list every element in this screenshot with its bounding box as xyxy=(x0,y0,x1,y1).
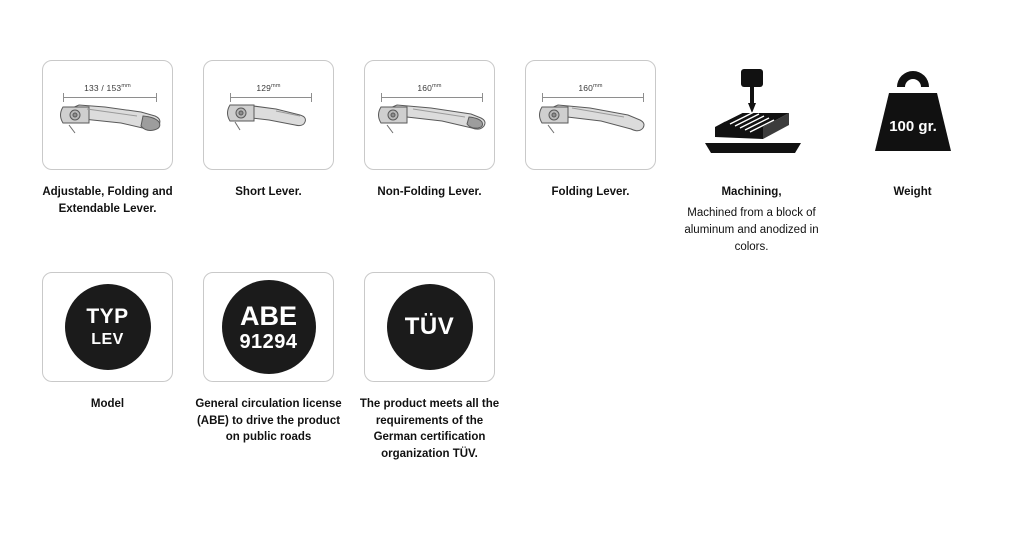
feature-card xyxy=(686,60,817,170)
feature-card xyxy=(203,60,334,170)
dimension-value: 160 xyxy=(578,83,594,93)
badge-line-2: 91294 xyxy=(239,330,298,353)
model-badge-icon xyxy=(65,284,151,370)
dimension-value: 160 xyxy=(417,83,433,93)
weight-value: 100 gr. xyxy=(888,118,937,135)
dimension-unit: mm xyxy=(432,83,442,90)
cnc-machining-icon xyxy=(697,65,807,165)
feature-non-folding-lever xyxy=(364,60,495,201)
certification-caption: The product meets all the requirements of the German certification organization TÜV. xyxy=(359,398,500,461)
feature-short-lever xyxy=(203,60,334,201)
dimension-label xyxy=(530,83,652,93)
dimension-value: 133 / 153 xyxy=(84,83,122,93)
certification-card xyxy=(364,272,495,382)
lever-drawing xyxy=(47,95,169,153)
feature-caption: Non-Folding Lever. xyxy=(377,186,482,198)
features-row xyxy=(42,60,1008,256)
feature-card xyxy=(42,60,173,170)
lever-non-folding-icon xyxy=(369,67,491,163)
dimension-label xyxy=(369,83,491,93)
weight-icon xyxy=(859,65,967,165)
feature-card xyxy=(847,60,978,170)
feature-machining xyxy=(686,60,817,256)
certification-tuv xyxy=(359,272,500,463)
feature-adjustable-folding-extendable xyxy=(42,60,173,217)
lever-drawing xyxy=(530,95,652,153)
feature-card xyxy=(364,60,495,170)
feature-caption: Weight xyxy=(893,186,932,198)
feature-caption: Folding Lever. xyxy=(551,186,630,198)
lever-drawing xyxy=(369,95,491,153)
badge-line-1: TÜV xyxy=(404,313,455,340)
lever-folding-icon xyxy=(530,67,652,163)
certification-caption: General circulation license (ABE) to drive the product on public roads xyxy=(195,398,342,444)
abe-badge-icon xyxy=(222,280,316,374)
feature-caption: Machining, xyxy=(721,186,782,198)
feature-caption: Adjustable, Folding and Extendable Lever. xyxy=(42,186,173,215)
badge-line-2: LEV xyxy=(91,331,124,348)
feature-caption: Short Lever. xyxy=(235,186,302,198)
badge-line-1: ABE xyxy=(239,300,297,331)
certifications-row xyxy=(42,272,525,463)
feature-subcaption: Machined from a block of aluminum and anodized in colors. xyxy=(684,206,819,254)
certification-card xyxy=(203,272,334,382)
feature-weight xyxy=(847,60,978,201)
dimension-label xyxy=(47,83,169,93)
certification-caption: Model xyxy=(90,398,125,410)
feature-card xyxy=(525,60,656,170)
dimension-value: 129 xyxy=(256,83,272,93)
dimension-unit: mm xyxy=(121,83,131,90)
feature-folding-lever xyxy=(525,60,656,201)
tuv-badge-icon xyxy=(387,284,473,370)
certification-card xyxy=(42,272,173,382)
certification-abe xyxy=(195,272,342,446)
lever-adjustable-icon xyxy=(47,67,169,163)
dimension-unit: mm xyxy=(271,83,281,90)
dimension-unit: mm xyxy=(593,83,603,90)
dimension-label xyxy=(208,83,330,93)
badge-line-1: TYP xyxy=(86,305,129,328)
lever-short-icon xyxy=(208,67,330,163)
certification-model xyxy=(42,272,173,413)
lever-drawing xyxy=(208,95,330,153)
